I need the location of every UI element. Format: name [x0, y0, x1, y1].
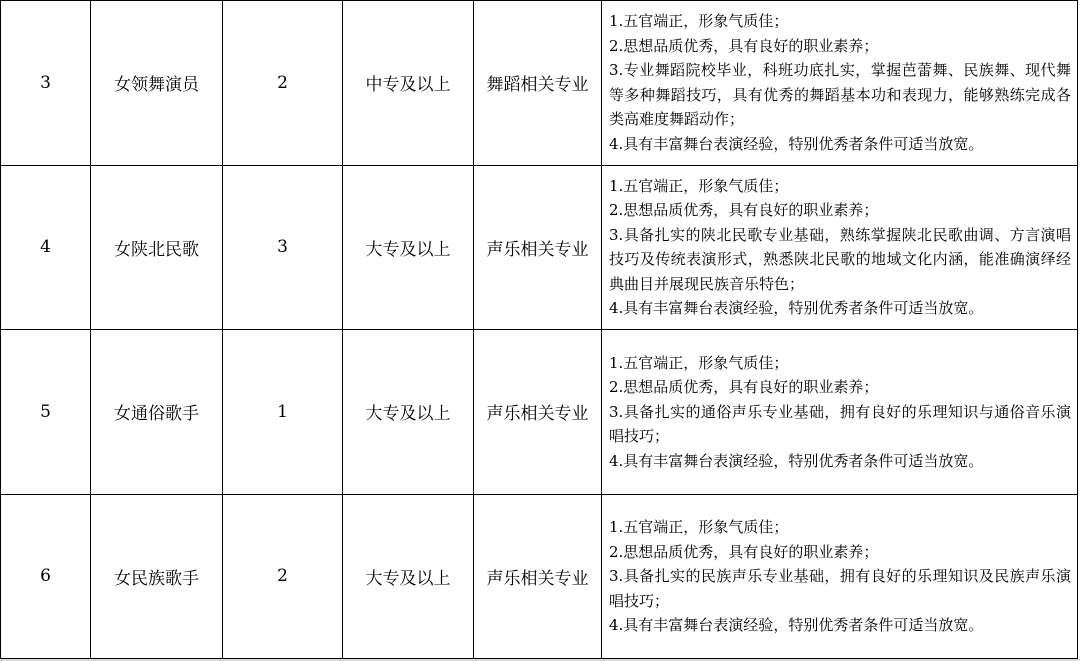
- requirement-item: 4.具有丰富舞台表演经验，特别优秀者条件可适当放宽。: [609, 134, 984, 153]
- requirement-item: 3.具备扎实的陕北民歌专业基础，熟练掌握陕北民歌曲调、方言演唱技巧及传统表演形式，熟悉陕北民歌的地域文化内涵，能准确演绎经典曲目并展现民族音乐特色；: [609, 225, 1071, 293]
- cell-major: 舞蹈相关专业: [474, 1, 602, 166]
- cell-headcount: 1: [223, 330, 343, 495]
- cell-major: 声乐相关专业: [474, 494, 602, 659]
- requirement-item: 2.思想品质优秀，具有良好的职业素养；: [609, 378, 879, 396]
- requirement-item: 1.五官端正，形象气质佳；: [609, 518, 789, 536]
- requirement-item: 3.专业舞蹈院校毕业，科班功底扎实，掌握芭蕾舞、民族舞、现代舞等多种舞蹈技巧，具有优秀的舞蹈基本功和表现力，能够熟练完成各类高难度舞蹈动作；: [609, 61, 1071, 129]
- cell-major: 声乐相关专业: [474, 330, 602, 495]
- requirement-item: 1.五官端正，形象气质佳；: [609, 12, 789, 31]
- cell-number: 3: [1, 1, 91, 166]
- requirement-item: 4.具有丰富舞台表演经验，特别优秀者条件可适当放宽。: [609, 299, 984, 318]
- table-row: [1, 494, 1078, 659]
- cell-position: 女通俗歌手: [91, 330, 223, 495]
- cell-number: 5: [1, 330, 91, 495]
- requirement-item: 4.具有丰富舞台表演经验，特别优秀者条件可适当放宽。: [609, 616, 984, 634]
- cell-headcount: 2: [223, 494, 343, 659]
- requirement-item: 4.具有丰富舞台表演经验，特别优秀者条件可适当放宽。: [609, 451, 984, 470]
- cell-position: 女陕北民歌: [91, 165, 223, 330]
- cell-education: 大专及以上: [343, 165, 474, 330]
- requirement-item: 2.思想品质优秀，具有良好的职业素养；: [609, 542, 879, 561]
- table-row: [1, 1, 1078, 166]
- cell-headcount: 3: [223, 165, 343, 330]
- requirement-item: 3.具备扎实的通俗声乐专业基础，拥有良好的乐理知识与通俗音乐演唱技巧；: [609, 402, 1071, 445]
- requirement-item: 1.五官端正，形象气质佳；: [609, 176, 789, 195]
- cell-requirements: [602, 494, 1078, 659]
- cell-requirements: [602, 1, 1078, 166]
- table-row: [1, 330, 1078, 495]
- requirement-item: 2.思想品质优秀，具有良好的职业素养；: [609, 201, 879, 220]
- cell-requirements: [602, 330, 1078, 495]
- cell-number: 4: [1, 165, 91, 330]
- cell-major: 声乐相关专业: [474, 165, 602, 330]
- cell-number: 6: [1, 494, 91, 659]
- cell-education: 大专及以上: [343, 494, 474, 659]
- requirement-item: 1.五官端正，形象气质佳；: [609, 353, 789, 372]
- requirement-item: 2.思想品质优秀，具有良好的职业素养；: [609, 36, 879, 55]
- table-row: [1, 165, 1078, 330]
- cell-position: 女领舞演员: [91, 1, 223, 166]
- cell-education: 大专及以上: [343, 330, 474, 495]
- table-body: [1, 1, 1078, 659]
- cell-requirements: [602, 165, 1078, 330]
- cell-position: 女民族歌手: [91, 494, 223, 659]
- cell-education: 中专及以上: [343, 1, 474, 166]
- cell-headcount: 2: [223, 1, 343, 166]
- requirement-item: 3.具备扎实的民族声乐专业基础，拥有良好的乐理知识及民族声乐演唱技巧；: [609, 567, 1071, 610]
